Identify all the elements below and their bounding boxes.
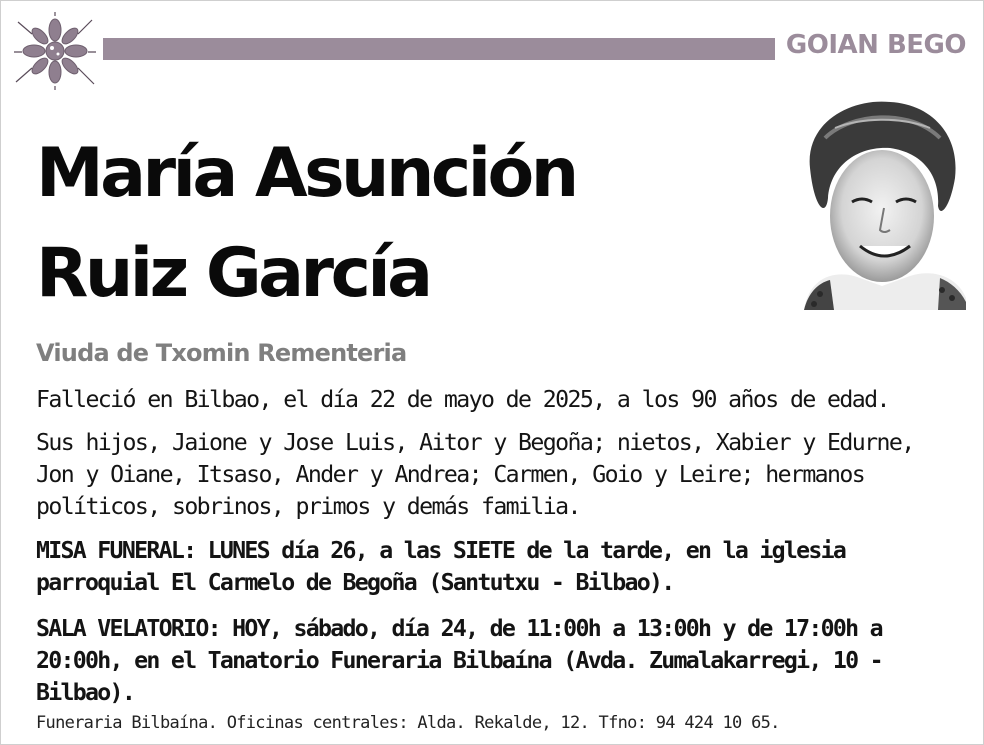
header-rule <box>103 38 775 60</box>
deceased-name-line1: María Asunción <box>36 134 576 213</box>
wake-room-info: SALA VELATORIO: HOY, sábado, día 24, de 11:00h a 13:00h y de 17:00h a 20:00h, en el Tanatorio Funeraria Bilbaína (Avda. Zumalakarregi, 10 - Bilbao). <box>36 615 882 706</box>
funeral-home-footer: Funeraria Bilbaína. Oficinas centrales: Alda. Rekalde, 12. Tfno: 94 424 10 65. <box>36 713 780 733</box>
family-list: Sus hijos, Jaione y Jose Luis, Aitor y Begoña; nietos, Xabier y Edurne, Jon y Oiane, Itsaso, Ander y Andrea; Carmen, Goio y Leire; hermanos políticos, sobrinos, primos y demás familia. <box>36 429 914 520</box>
death-announcement: Falleció en Bilbao, el día 22 de mayo de 2025, a los 90 años de edad. <box>36 386 889 413</box>
flower-emblem-icon <box>12 12 98 90</box>
portrait-photo <box>790 98 966 310</box>
funeral-mass-info: MISA FUNERAL: LUNES día 26, a las SIETE de la tarde, en la iglesia parroquial El Carmelo de Begoña (Santutxu - Bilbao). <box>36 537 846 596</box>
relationship-subtitle: Viuda de Txomin Rementeria <box>36 339 407 367</box>
deceased-name-line2: Ruiz García <box>36 234 430 313</box>
section-label: GOIAN BEGO <box>785 30 966 60</box>
